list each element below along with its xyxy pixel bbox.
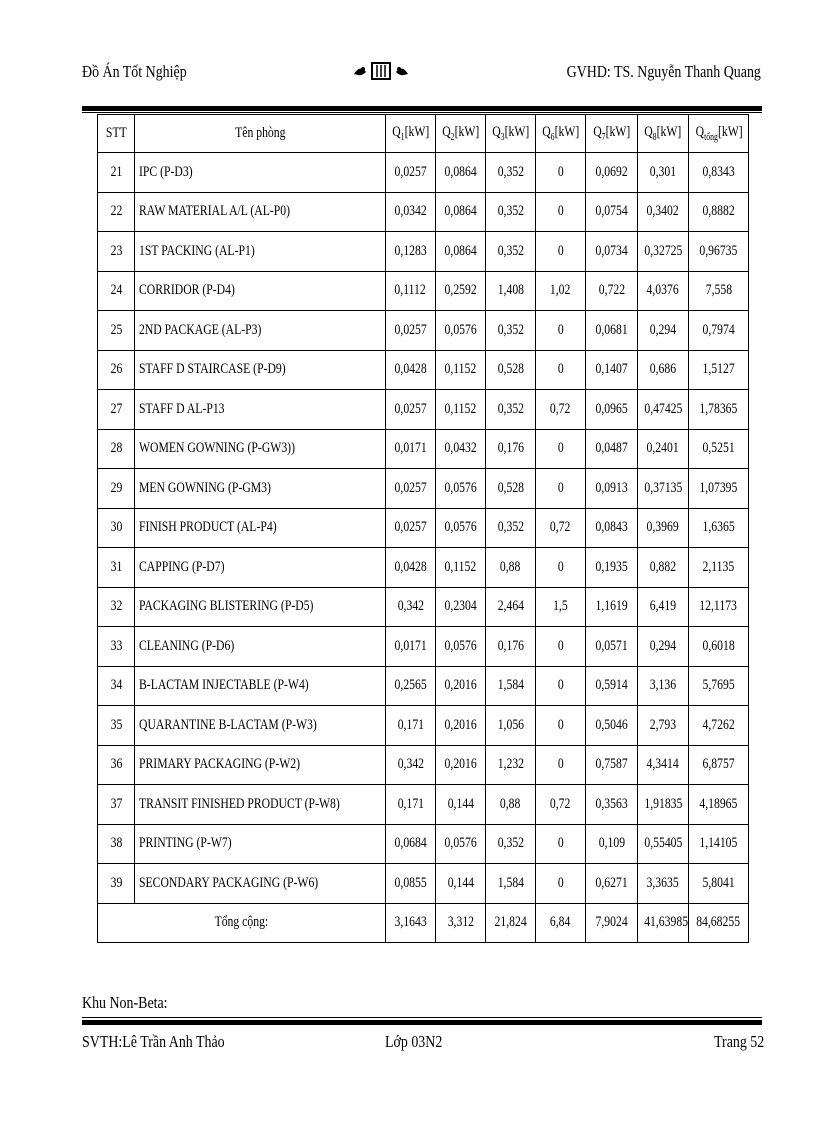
cell-q1: 0,0684 (386, 824, 436, 864)
cell-q6: 1,02 (536, 271, 586, 311)
table-row (98, 587, 749, 627)
cell-q7: 0,5046 (586, 706, 638, 746)
cell-q3: 0,352 (486, 390, 536, 430)
cell-q6: 0 (536, 192, 586, 232)
cell-q1: 0,0257 (386, 390, 436, 430)
cell-stt: 29 (98, 469, 135, 509)
cell-stt: 28 (98, 429, 135, 469)
cell-q8: 2,793 (638, 706, 689, 746)
cell-stt: 21 (98, 153, 135, 193)
header-stt: STT (98, 115, 135, 153)
cell-q1: 0,0342 (386, 192, 436, 232)
header-q8: $Q_8[kW]$ (638, 115, 689, 153)
cell-room-name: CLEANING (P-D6) (135, 627, 386, 667)
cell-q6: 0 (536, 350, 586, 390)
cell-q2: 0,0576 (436, 311, 486, 351)
table-row (98, 311, 749, 351)
cell-q8: 6,419 (638, 587, 689, 627)
cell-q7: 0,6271 (586, 864, 638, 904)
cell-q6: 0 (536, 627, 586, 667)
cell-q6: 0 (536, 429, 586, 469)
cell-q3: 1,584 (486, 666, 536, 706)
table-total-row (98, 903, 749, 943)
cell-q1: 0,0171 (386, 429, 436, 469)
cell-q7: 0,0571 (586, 627, 638, 667)
table-row (98, 548, 749, 588)
cell-q3: 0,352 (486, 508, 536, 548)
cell-q8: 0,55405 (638, 824, 689, 864)
total-q8: 41,63985 (638, 903, 689, 943)
cell-q3: 0,88 (486, 785, 536, 825)
cell-q2: 0,0576 (436, 627, 486, 667)
cell-q7: 0,0734 (586, 232, 638, 272)
cell-q3: 0,176 (486, 627, 536, 667)
cell-room-name: TRANSIT FINISHED PRODUCT (P-W8) (135, 785, 386, 825)
cell-q6: 0 (536, 548, 586, 588)
cell-q6: 0,72 (536, 785, 586, 825)
cell-q1: 0,0855 (386, 864, 436, 904)
cell-room-name: STAFF D STAIRCASE (P-D9) (135, 350, 386, 390)
cell-qtotal: 1,78365 (689, 390, 749, 430)
cell-q2: 0,0864 (436, 232, 486, 272)
cell-q6: 1,5 (536, 587, 586, 627)
cell-q8: 0,32725 (638, 232, 689, 272)
header-q1: $Q_1[kW]$ (386, 115, 436, 153)
cell-stt: 22 (98, 192, 135, 232)
table-row (98, 824, 749, 864)
cell-q6: 0 (536, 666, 586, 706)
cell-q8: 4,0376 (638, 271, 689, 311)
cell-stt: 23 (98, 232, 135, 272)
cell-room-name: RAW MATERIAL A/L (AL-P0) (135, 192, 386, 232)
cell-q2: 0,2016 (436, 706, 486, 746)
cell-q2: 0,2016 (436, 666, 486, 706)
section-heading: Khu Non-Beta: (82, 993, 168, 1012)
cell-q8: 0,47425 (638, 390, 689, 430)
cell-q1: 0,171 (386, 706, 436, 746)
cell-room-name: FINISH PRODUCT (AL-P4) (135, 508, 386, 548)
cell-q1: 0,0428 (386, 548, 436, 588)
cell-q8: 0,3969 (638, 508, 689, 548)
total-qtotal: 84,68255 (689, 903, 749, 943)
table-row (98, 627, 749, 667)
cell-q6: 0 (536, 706, 586, 746)
cell-q2: 0,0576 (436, 824, 486, 864)
cell-room-name: QUARANTINE B-LACTAM (P-W3) (135, 706, 386, 746)
cell-qtotal: 0,8343 (689, 153, 749, 193)
footer-page-number: Trang 52 (713, 1032, 764, 1051)
cell-q3: 0,352 (486, 192, 536, 232)
cell-stt: 30 (98, 508, 135, 548)
table-row (98, 232, 749, 272)
cell-q8: 0,294 (638, 311, 689, 351)
table-row (98, 785, 749, 825)
cell-q3: 0,528 (486, 350, 536, 390)
cell-q2: 0,0576 (436, 469, 486, 509)
cell-q1: 0,0257 (386, 311, 436, 351)
cell-stt: 39 (98, 864, 135, 904)
cell-q2: 0,2016 (436, 745, 486, 785)
cell-q7: 0,0692 (586, 153, 638, 193)
cell-room-name: MEN GOWNING (P-GM3) (135, 469, 386, 509)
total-q2: 3,312 (436, 903, 486, 943)
cell-stt: 32 (98, 587, 135, 627)
cell-qtotal: 2,1135 (689, 548, 749, 588)
cell-q1: 0,0257 (386, 508, 436, 548)
heat-load-table (97, 114, 749, 943)
cell-qtotal: 1,07395 (689, 469, 749, 509)
supervisor-label: GVHD: TS. Nguyễn Thanh Quang (566, 62, 761, 81)
cell-qtotal: 6,8757 (689, 745, 749, 785)
total-q1: 3,1643 (386, 903, 436, 943)
table-row (98, 153, 749, 193)
cell-q2: 0,1152 (436, 350, 486, 390)
cell-qtotal: 1,14105 (689, 824, 749, 864)
cell-q6: 0 (536, 153, 586, 193)
table-row (98, 271, 749, 311)
cell-q7: 0,7587 (586, 745, 638, 785)
header-divider-thin (82, 112, 762, 113)
cell-q7: 0,3563 (586, 785, 638, 825)
cell-q6: 0 (536, 232, 586, 272)
total-q7: 7,9024 (586, 903, 638, 943)
cell-q2: 0,144 (436, 785, 486, 825)
cell-q2: 0,2304 (436, 587, 486, 627)
header-q2: $Q_2[kW]$ (436, 115, 486, 153)
cell-qtotal: 0,6018 (689, 627, 749, 667)
cell-q2: 0,2592 (436, 271, 486, 311)
table-header-row (98, 115, 749, 153)
cell-q3: 1,056 (486, 706, 536, 746)
cell-q3: 0,352 (486, 153, 536, 193)
cell-q6: 0 (536, 824, 586, 864)
cell-qtotal: 7,558 (689, 271, 749, 311)
footer-class: Lớp 03N2 (385, 1032, 443, 1051)
cell-q1: 0,2565 (386, 666, 436, 706)
cell-stt: 25 (98, 311, 135, 351)
cell-stt: 27 (98, 390, 135, 430)
cell-q1: 0,0257 (386, 153, 436, 193)
cell-q8: 3,136 (638, 666, 689, 706)
cell-q1: 0,0257 (386, 469, 436, 509)
cell-q7: 0,1935 (586, 548, 638, 588)
cell-stt: 26 (98, 350, 135, 390)
cell-room-name: WOMEN GOWNING (P-GW3)) (135, 429, 386, 469)
cell-qtotal: 5,7695 (689, 666, 749, 706)
header-q6: $Q_6[kW]$ (536, 115, 586, 153)
cell-q3: 0,176 (486, 429, 536, 469)
cell-stt: 31 (98, 548, 135, 588)
cell-q3: 1,408 (486, 271, 536, 311)
cell-q6: 0 (536, 469, 586, 509)
cell-q7: 0,1407 (586, 350, 638, 390)
cell-q8: 3,3635 (638, 864, 689, 904)
footer-divider-thin (82, 1017, 762, 1018)
cell-room-name: SECONDARY PACKAGING (P-W6) (135, 864, 386, 904)
cell-q8: 0,686 (638, 350, 689, 390)
cell-q1: 0,1283 (386, 232, 436, 272)
cell-q6: 0 (536, 311, 586, 351)
table-row (98, 429, 749, 469)
cell-q2: 0,144 (436, 864, 486, 904)
cell-q6: 0 (536, 745, 586, 785)
cell-q8: 0,3402 (638, 192, 689, 232)
cell-q2: 0,0864 (436, 153, 486, 193)
decorative-ornament-icon (352, 60, 410, 82)
cell-stt: 35 (98, 706, 135, 746)
cell-qtotal: 0,8882 (689, 192, 749, 232)
cell-qtotal: 5,8041 (689, 864, 749, 904)
cell-qtotal: 12,1173 (689, 587, 749, 627)
total-label: Tổng cộng: (98, 903, 386, 943)
cell-q7: 0,0681 (586, 311, 638, 351)
cell-q7: 0,0965 (586, 390, 638, 430)
table-row (98, 508, 749, 548)
cell-q8: 1,91835 (638, 785, 689, 825)
cell-q7: 0,0913 (586, 469, 638, 509)
cell-q3: 1,232 (486, 745, 536, 785)
cell-q1: 0,1112 (386, 271, 436, 311)
cell-q3: 0,352 (486, 824, 536, 864)
cell-room-name: PACKAGING BLISTERING (P-D5) (135, 587, 386, 627)
cell-q3: 0,528 (486, 469, 536, 509)
cell-q7: 0,5914 (586, 666, 638, 706)
cell-stt: 36 (98, 745, 135, 785)
cell-q8: 0,301 (638, 153, 689, 193)
cell-room-name: 2ND PACKAGE (AL-P3) (135, 311, 386, 351)
cell-stt: 38 (98, 824, 135, 864)
cell-room-name: CAPPING (P-D7) (135, 548, 386, 588)
cell-q3: 0,352 (486, 232, 536, 272)
footer-author: SVTH:Lê Trần Anh Thảo (82, 1032, 225, 1051)
table-row (98, 864, 749, 904)
cell-q1: 0,171 (386, 785, 436, 825)
cell-q3: 2,464 (486, 587, 536, 627)
cell-room-name: B-LACTAM INJECTABLE (P-W4) (135, 666, 386, 706)
cell-q1: 0,342 (386, 745, 436, 785)
cell-room-name: CORRIDOR (P-D4) (135, 271, 386, 311)
cell-q3: 0,352 (486, 311, 536, 351)
cell-q7: 0,109 (586, 824, 638, 864)
header-qtotal: $Q_{tổng}[kW]$ (689, 115, 749, 153)
cell-q2: 0,0432 (436, 429, 486, 469)
cell-stt: 34 (98, 666, 135, 706)
cell-qtotal: 0,5251 (689, 429, 749, 469)
cell-qtotal: 1,5127 (689, 350, 749, 390)
cell-q6: 0,72 (536, 390, 586, 430)
cell-q2: 0,1152 (436, 548, 486, 588)
total-q6: 6,84 (536, 903, 586, 943)
cell-room-name: PRINTING (P-W7) (135, 824, 386, 864)
table-row (98, 350, 749, 390)
cell-q6: 0,72 (536, 508, 586, 548)
cell-q8: 0,2401 (638, 429, 689, 469)
cell-q1: 0,0171 (386, 627, 436, 667)
header-q3: $Q_3[kW]$ (486, 115, 536, 153)
cell-room-name: STAFF D AL-P13 (135, 390, 386, 430)
table-row (98, 469, 749, 509)
cell-stt: 33 (98, 627, 135, 667)
header-room-name: Tên phòng (135, 115, 386, 153)
cell-q7: 0,0843 (586, 508, 638, 548)
table-row (98, 666, 749, 706)
cell-stt: 37 (98, 785, 135, 825)
table-row (98, 192, 749, 232)
cell-q2: 0,0864 (436, 192, 486, 232)
cell-q3: 0,88 (486, 548, 536, 588)
table-row (98, 745, 749, 785)
cell-q7: 0,722 (586, 271, 638, 311)
table-row (98, 390, 749, 430)
cell-qtotal: 0,7974 (689, 311, 749, 351)
cell-q3: 1,584 (486, 864, 536, 904)
cell-q1: 0,0428 (386, 350, 436, 390)
cell-room-name: 1ST PACKING (AL-P1) (135, 232, 386, 272)
cell-q8: 0,294 (638, 627, 689, 667)
cell-q2: 0,1152 (436, 390, 486, 430)
cell-q8: 0,882 (638, 548, 689, 588)
header-divider-thick (82, 106, 762, 111)
header-q7: $Q_7[kW]$ (586, 115, 638, 153)
table-row (98, 706, 749, 746)
cell-q2: 0,0576 (436, 508, 486, 548)
cell-room-name: PRIMARY PACKAGING (P-W2) (135, 745, 386, 785)
cell-qtotal: 1,6365 (689, 508, 749, 548)
total-q3: 21,824 (486, 903, 536, 943)
cell-qtotal: 4,7262 (689, 706, 749, 746)
cell-q6: 0 (536, 864, 586, 904)
document-title: Đồ Án Tốt Nghiệp (82, 62, 187, 81)
cell-stt: 24 (98, 271, 135, 311)
cell-q7: 0,0487 (586, 429, 638, 469)
cell-q1: 0,342 (386, 587, 436, 627)
cell-qtotal: 4,18965 (689, 785, 749, 825)
footer-divider-thick (82, 1020, 762, 1025)
cell-room-name: IPC (P-D3) (135, 153, 386, 193)
cell-q8: 4,3414 (638, 745, 689, 785)
cell-qtotal: 0,96735 (689, 232, 749, 272)
cell-q7: 0,0754 (586, 192, 638, 232)
cell-q7: 1,1619 (586, 587, 638, 627)
cell-q8: 0,37135 (638, 469, 689, 509)
